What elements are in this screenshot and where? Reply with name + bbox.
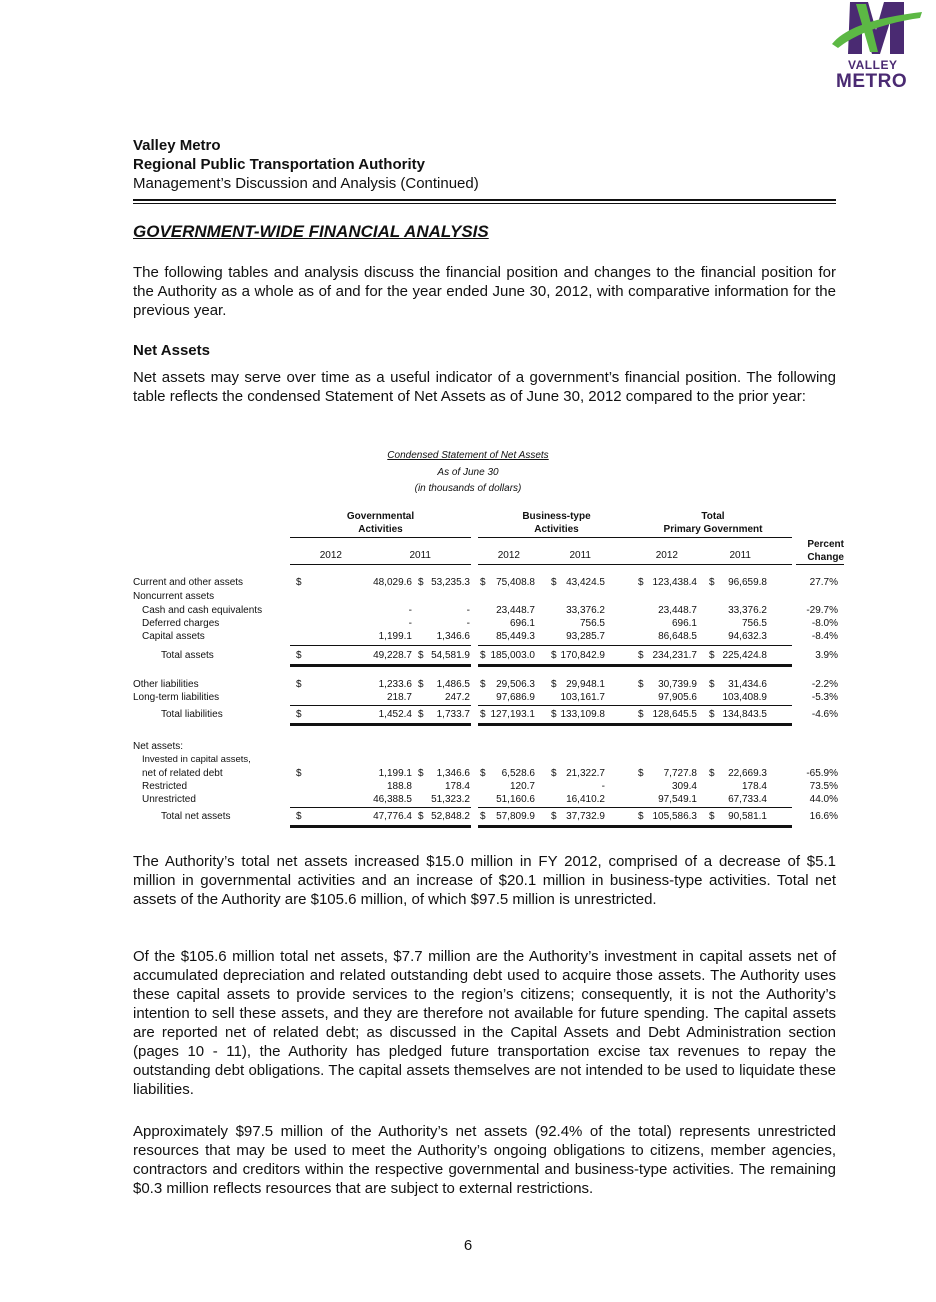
year-header: 2011 xyxy=(569,550,591,561)
table-units: (in thousands of dollars) xyxy=(414,483,522,494)
total-double-rule xyxy=(634,825,792,828)
year-header: 2012 xyxy=(319,550,342,561)
table-subtitle: As of June 30 xyxy=(437,467,499,478)
table-row-total: Total liabilities $ 1,452.4 $ 1,733.7 $ 127,193.1 $ 133,109.8 $ 128,645.5 $ 134,843.5 -4.6% xyxy=(161,709,838,720)
table-row: Current and other assets $ 48,029.6 $ 53,235.3 $ 75,408.8 $ 43,424.5 $ 123,438.4 $ 96,659.8 27.7% xyxy=(133,577,838,588)
subtotal-rule xyxy=(478,645,635,646)
total-double-rule xyxy=(290,723,471,726)
subtotal-rule xyxy=(290,645,471,646)
table-row: Cash and cash equivalents - - 23,448.7 33,376.2 23,448.7 33,376.2 -29.7% xyxy=(142,605,838,616)
authority-name: Regional Public Transportation Authority xyxy=(133,156,425,173)
year-header: 2012 xyxy=(655,550,678,561)
net-assets-heading: Net Assets xyxy=(133,342,210,359)
table-row: Noncurrent assets xyxy=(133,591,215,602)
table-row-total: Total net assets $ 47,776.4 $ 52,848.2 $ 57,809.9 $ 37,732.9 $ 105,586.3 $ 90,581.1 16.6% xyxy=(161,811,838,822)
total-net-assets-paragraph: The Authority’s total net assets increased $15.0 million in FY 2012, comprised of a decrease of $5.1 million in governmental activities and an increase of $20.1 million in business-type activities. Total net assets of the Authority are $105.6 million, of which $97.5 million is unrestricted. xyxy=(133,853,836,908)
year-rule xyxy=(290,564,471,565)
total-double-rule xyxy=(478,825,635,828)
table-title: Condensed Statement of Net Assets xyxy=(387,450,549,461)
year-rule xyxy=(634,564,792,565)
logo-text-metro: METRO xyxy=(836,71,908,92)
table-row: Net assets: xyxy=(133,741,184,752)
table-row: Other liabilities $ 1,233.6 $ 1,486.5 $ 29,506.3 $ 29,948.1 $ 30,739.9 $ 31,434.6 -2.2% xyxy=(133,679,838,690)
table-row: Unrestricted 46,388.5 51,323.2 51,160.6 16,410.2 97,549.1 67,733.4 44.0% xyxy=(142,794,838,805)
subtotal-rule xyxy=(634,645,792,646)
section-title: GOVERNMENT-WIDE FINANCIAL ANALYSIS xyxy=(133,222,489,241)
header-subtitle: Management’s Discussion and Analysis (Continued) xyxy=(133,175,479,192)
group-rule xyxy=(290,537,471,538)
col-percent-change: Percent Change xyxy=(807,539,844,563)
group-rule xyxy=(634,537,792,538)
capital-assets-paragraph: Of the $105.6 million total net assets, $7.7 million are the Authority’s investment in capital assets net of accumulated depreciation and related outstanding debt used to acquire those assets. The Authority uses these capital assets to provide services to the region’s citizens; consequently, it is not the Authority’s intention to sell these assets, and they are therefore not available for future spending. The capital assets are reported net of related debt; as discussed in the Capital Assets and Debt Administration section (pages 10 - 11), the Authority has pledged future transportation excise tax revenues to repay the outstanding debt obligations. The capital assets themselves are not intended to be used to liquidate these liabilities. xyxy=(133,948,836,1098)
subtotal-rule xyxy=(478,705,635,706)
total-double-rule xyxy=(478,664,635,667)
subtotal-rule xyxy=(634,705,792,706)
col-group-business: Business-type Activities xyxy=(522,511,591,535)
table-row: Deferred charges - - 696.1 756.5 696.1 756.5 -8.0% xyxy=(142,618,838,629)
group-rule xyxy=(478,537,635,538)
col-group-total: Total Primary Government xyxy=(663,511,763,535)
table-row: Capital assets 1,199.1 1,346.6 85,449.3 93,285.7 86,648.5 94,632.3 -8.4% xyxy=(142,631,838,642)
table-row: net of related debt $ 1,199.1 $ 1,346.6 $ 6,528.6 $ 21,322.7 $ 7,727.8 $ 22,669.3 -65.9% xyxy=(142,768,838,779)
table-row: Long-term liabilities 218.7 247.2 97,686.9 103,161.7 97,905.6 103,408.9 -5.3% xyxy=(133,692,838,703)
unrestricted-paragraph: Approximately $97.5 million of the Authority’s net assets (92.4% of the total) represents unrestricted resources that may be used to meet the Authority’s ongoing obligations to citizens, member agencies, contractors and creditors within the respective governmental and business-type activities. The remaining $0.3 million reflects resources that are subject to external restrictions. xyxy=(133,1123,836,1197)
subtotal-rule xyxy=(290,807,471,808)
document-header xyxy=(133,136,479,193)
org-name: Valley Metro xyxy=(133,137,221,154)
year-header: 2011 xyxy=(409,550,431,561)
header-rule xyxy=(133,199,836,201)
total-double-rule xyxy=(290,664,471,667)
header-rule-thin xyxy=(133,203,836,204)
page-number: 6 xyxy=(463,1237,473,1254)
table-row: Invested in capital assets, xyxy=(142,754,251,765)
total-double-rule xyxy=(478,723,635,726)
subtotal-rule xyxy=(290,705,471,706)
total-double-rule xyxy=(634,664,792,667)
year-header: 2012 xyxy=(497,550,520,561)
year-rule xyxy=(478,564,635,565)
logo-text-valley: VALLEY xyxy=(848,58,898,72)
col-group-governmental: Governmental Activities xyxy=(346,511,415,535)
subtotal-rule xyxy=(478,807,635,808)
subtotal-rule xyxy=(634,807,792,808)
net-assets-intro: Net assets may serve over time as a useful indicator of a government’s financial position. The following table reflects the condensed Statement of Net Assets as of June 30, 2012 compared to the prior year: xyxy=(133,369,836,405)
table-row-total: Total assets $ 49,228.7 $ 54,581.9 $ 185,003.0 $ 170,842.9 $ 234,231.7 $ 225,424.8 3.9% xyxy=(161,650,838,661)
total-double-rule xyxy=(634,723,792,726)
year-header: 2011 xyxy=(729,550,751,561)
year-rule xyxy=(796,564,844,565)
intro-paragraph: The following tables and analysis discuss the financial position and changes to the financial position for the Authority as a whole as of and for the year ended June 30, 2012, with comparative information for the previous year. xyxy=(133,264,836,319)
total-double-rule xyxy=(290,825,471,828)
table-row: Restricted 188.8 178.4 120.7 - 309.4 178.4 73.5% xyxy=(142,781,838,792)
